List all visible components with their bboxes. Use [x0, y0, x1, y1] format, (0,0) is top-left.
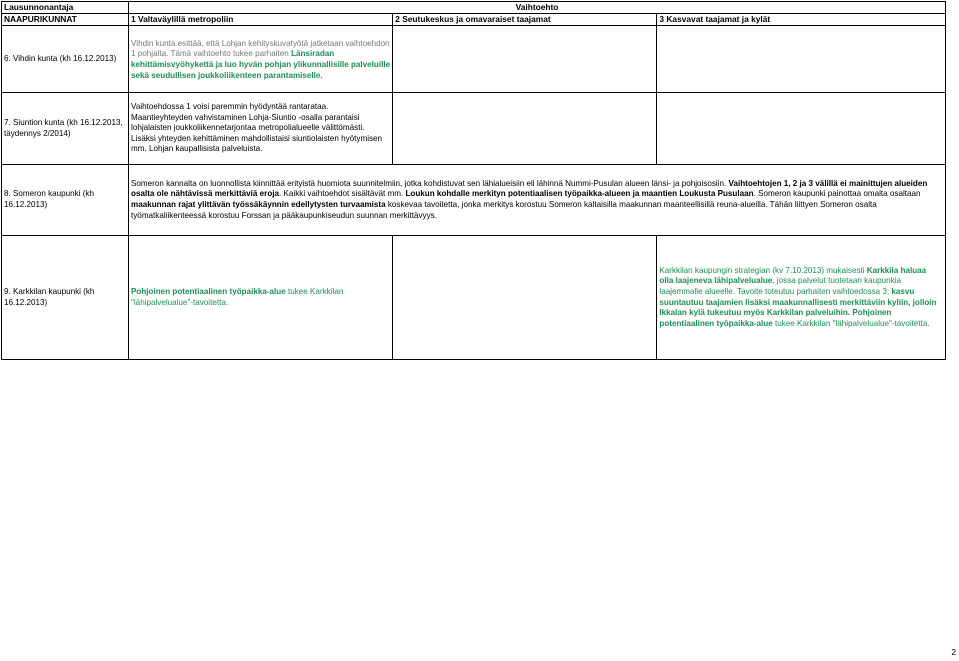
comment-text: tukee Karkkilan "lähipalvelualue"-tavoitetta. — [772, 318, 930, 328]
comment-text: Vihdin kunta esittää, että Lohjan kehityskuvatyötä jatketaan vaihtoehdon 1 pohjalta. — [131, 38, 390, 59]
comment-line: lohjalaisten joukkoliikennetarjontaa metropolialueelle välittömästi. — [131, 123, 365, 133]
option-3-cell — [657, 26, 946, 93]
comment-text: koskevaa tavoitetta, jonka merkitys korostuu Someron kaltaisilla maakunnan maanteellisillä reuna-alueilla. Tähän liittyen Someron osalta työmatkaliikenteessä korostuu Forssan ja pääkaupunkiseudun suunnan merkittävyys. — [131, 200, 877, 220]
comment-line: Vaihtoehdossa 1 voisi paremmin hyödyntää rantarataa. — [131, 102, 329, 112]
commenter-name-suffix: 16.12.2013) — [4, 297, 48, 307]
comment-line: Maantieyhteyden vahvistaminen Lohja-Siuntio -osalla parantaisi — [131, 112, 360, 122]
comment-highlight: Vaihtoehtojen 1, 2 ja 3 välillä ei mainittujen alueiden osalta ole nähtävissä merkittäviä eroja — [131, 178, 928, 199]
option-1-cell — [129, 26, 393, 93]
all-options-cell — [129, 165, 946, 236]
option-1-cell — [129, 93, 393, 165]
comment-highlight: Loukun kohdalle merkityn potentiaalisen työpaikka-alueen ja maantien Loukusta Pusulaan — [405, 189, 754, 199]
commenter-cell — [2, 236, 129, 360]
comment-text: . Someron kaupunki painottaa omalta osaltaan — [753, 189, 921, 199]
option-3-cell — [657, 236, 946, 360]
comment-line: mm. Lohjan kaupallisista palveluista. — [131, 144, 263, 154]
header-option-3: 3 Kasvavat taajamat ja kylät — [657, 14, 946, 26]
comment-line: Lisäksi yhteyden kehittäminen mahdollistaisi siuntiolaisten hyötymisen — [131, 133, 383, 143]
commenter-name: 9. Karkkilan kaupunki (kh — [4, 286, 95, 296]
comment-text: Karkkilan kaupungin strategian (kv 7.10.2013) mukaisesti — [659, 265, 867, 275]
option-2-cell — [393, 93, 657, 165]
comment-text: , jossa palvelut tuotetaan kaupunkia laajemmalle alueelle. Tavoite toteutuu parhaiten vaihtoedossa 3; — [659, 276, 902, 296]
comment-highlight: Karkkila haluaa olla laajeneva lähipalvelualue — [659, 265, 927, 286]
commenter-name: 8. Someron kaupunki (kh — [4, 189, 94, 199]
header-option-2: 2 Seutukeskus ja omavaraiset taajamat — [393, 14, 657, 26]
comment-text: Someron kannalta on luonnollista kiinnittää erityistä huomiota suunnitelmiin, jotka kohdistuvat sen lähialueisiin eli lähinnä Nummi-Pusulan alueen länsi- ja pohjoisosiin. — [131, 178, 729, 188]
option-2-cell — [393, 26, 657, 93]
header-option-1: 1 Valtaväylillä metropoliin — [129, 14, 393, 26]
option-3-cell — [657, 93, 946, 165]
comment-highlight: Pohjoinen potentiaalinen työpaikka-alue — [131, 286, 286, 296]
comment-text: tukee Karkkilan "lähipalvelualue"-tavoitetta. — [131, 286, 344, 307]
feedback-table — [1, 1, 946, 360]
commenter-name: 7. Siuntion kunta (kh 16.12.2013, — [4, 117, 123, 127]
header-commenter-label: Lausunnonantaja — [2, 2, 129, 14]
table-row — [2, 165, 946, 236]
header-row-1 — [2, 2, 946, 14]
option-2-cell — [393, 236, 657, 360]
commenter-cell — [2, 26, 129, 93]
commenter-name-suffix: täydennys 2/2014) — [4, 128, 71, 138]
comment-highlight: maakunnan rajat ylittävän työssäkäynnin edellytysten turvaamista — [131, 200, 386, 209]
commenter-name: 6. Vihdin kunta (kh 16.12.2013) — [4, 53, 117, 63]
header-vaihtoehto-label: Vaihtoehto — [129, 2, 946, 14]
comment-text: Tämä vaihtoehto tukee parhaiten — [168, 49, 292, 59]
header-row-2 — [2, 14, 946, 26]
commenter-name-suffix: 16.12.2013) — [4, 200, 48, 209]
option-1-cell — [129, 236, 393, 360]
table-row — [2, 93, 946, 165]
comment-text: . Kaikki vaihtoehdot sisältävät mm. — [279, 189, 406, 199]
page-number: 2 — [951, 647, 956, 657]
commenter-cell — [2, 165, 129, 236]
commenter-cell — [2, 93, 129, 165]
comment-highlight: Länsiradan kehittämisvyöhykettä ja luo hyvän pohjan ylikunnallisille palveluille sekä seudullisen joukkoliikenteen parantamiselle. — [131, 49, 391, 80]
table-row — [2, 26, 946, 93]
comment-highlight: kasvu suuntautuu taajamien lisäksi maakunnallisesti merkittäviin kyliin, jolloin Ikkalan kylä tukeutuu myös Karkkilan palveluihin. Pohjoinen potentiaalinen työpaikka-alue — [659, 286, 937, 328]
header-neighbours-label: NAAPURIKUNNAT — [2, 14, 129, 26]
table-row — [2, 236, 946, 360]
